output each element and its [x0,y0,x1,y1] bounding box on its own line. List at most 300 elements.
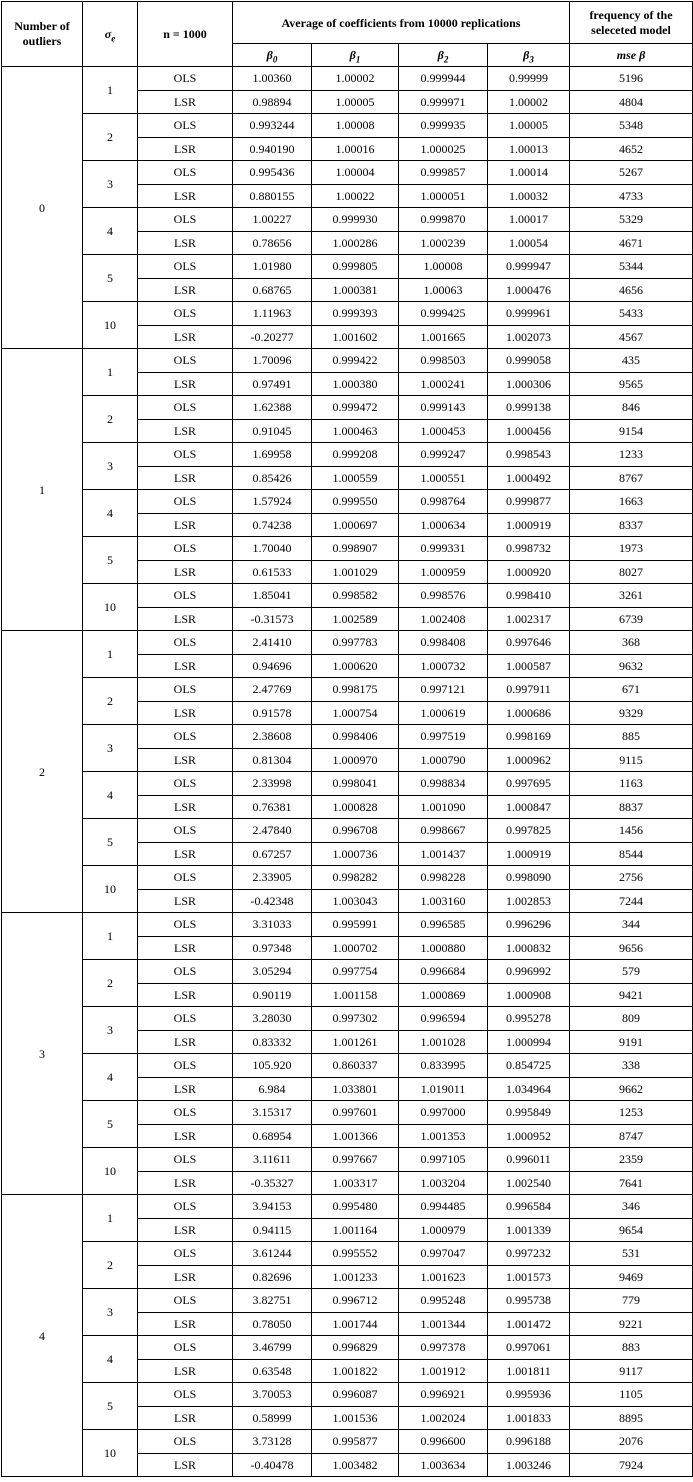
method-cell: LSR [138,1265,233,1289]
beta1-cell: 1.002589 [312,607,399,631]
beta3-cell: 1.000920 [488,560,570,584]
beta0-cell: 0.85426 [233,466,312,490]
beta2-cell: 1.000241 [399,372,488,396]
beta1-cell: 0.999472 [312,396,399,420]
beta1-cell: 0.997667 [312,1148,399,1172]
beta2-cell: 1.000453 [399,419,488,443]
beta1-cell: 1.000828 [312,795,399,819]
sigma-cell: 10 [83,584,138,631]
beta3-cell: 0.996188 [488,1430,570,1454]
beta0-cell: 1.01980 [233,255,312,279]
beta0-cell: 2.47840 [233,819,312,843]
table-row [2,1054,693,1078]
beta1-cell: 1.003043 [312,889,399,913]
beta2-cell: 0.996585 [399,913,488,937]
beta0-cell: 6.984 [233,1077,312,1101]
beta1-cell: 0.998282 [312,866,399,890]
beta3-cell: 1.00002 [488,90,570,114]
frequency-cell: 1233 [570,443,693,467]
beta3-cell: 1.00005 [488,114,570,138]
beta1-cell: 0.999805 [312,255,399,279]
beta1-cell: 0.997601 [312,1101,399,1125]
beta1-cell: 0.860337 [312,1054,399,1078]
beta2-cell: 1.019011 [399,1077,488,1101]
beta0-cell: 0.83332 [233,1030,312,1054]
beta2-cell: 1.003204 [399,1171,488,1195]
beta0-cell: 3.28030 [233,1007,312,1031]
sigma-cell: 5 [83,255,138,302]
average-header: Average of coefficients from 10000 replications [233,2,570,44]
beta0-cell: 0.940190 [233,137,312,161]
beta3-cell: 1.000306 [488,372,570,396]
beta2-cell: 0.998576 [399,584,488,608]
frequency-cell: 9565 [570,372,693,396]
frequency-cell: 779 [570,1289,693,1313]
beta3-cell: 1.000908 [488,983,570,1007]
beta2-cell: 0.998228 [399,866,488,890]
beta1-cell: 1.000559 [312,466,399,490]
beta2-cell: 1.001623 [399,1265,488,1289]
beta0-cell: 0.94115 [233,1218,312,1242]
beta2-cell: 1.001028 [399,1030,488,1054]
frequency-cell: 9469 [570,1265,693,1289]
method-cell: OLS [138,1007,233,1031]
beta0-cell: 0.81304 [233,748,312,772]
outliers-cell: 0 [2,67,83,349]
beta1-cell: 0.997783 [312,631,399,655]
beta2-cell: 1.001912 [399,1359,488,1383]
beta0-cell: 0.74238 [233,513,312,537]
method-cell: OLS [138,631,233,655]
table-row [2,1242,693,1266]
outliers-cell: 2 [2,631,83,913]
frequency-cell: 9154 [570,419,693,443]
sigma-cell: 1 [83,349,138,396]
beta3-cell: 0.998543 [488,443,570,467]
beta2-cell: 1.000239 [399,231,488,255]
frequency-cell: 338 [570,1054,693,1078]
beta2-cell: 1.000619 [399,701,488,725]
beta2-cell: 0.998764 [399,490,488,514]
table-row [2,819,693,843]
table-row [2,1195,693,1219]
beta3-cell: 1.001573 [488,1265,570,1289]
frequency-cell: 883 [570,1336,693,1360]
beta3-cell: 1.000952 [488,1124,570,1148]
method-cell: LSR [138,231,233,255]
beta1-cell: 0.995552 [312,1242,399,1266]
beta2-cell: 0.999870 [399,208,488,232]
sigma-cell: 4 [83,1336,138,1383]
beta1-cell: 1.033801 [312,1077,399,1101]
frequency-cell: 9632 [570,654,693,678]
beta2-cell: 1.000979 [399,1218,488,1242]
beta3-subscript: 3 [529,54,534,65]
sigma-cell: 4 [83,490,138,537]
method-cell: LSR [138,936,233,960]
beta0-cell: -0.42348 [233,889,312,913]
beta3-cell: 1.000919 [488,513,570,537]
frequency-cell: 368 [570,631,693,655]
sigma-cell: 1 [83,913,138,960]
beta1-cell: 1.00005 [312,90,399,114]
beta2-cell: 1.003160 [399,889,488,913]
beta2-cell: 0.996594 [399,1007,488,1031]
frequency-cell: 1105 [570,1383,693,1407]
beta1-cell: 0.999422 [312,349,399,373]
frequency-cell: 1973 [570,537,693,561]
table-row [2,1289,693,1313]
beta1-cell: 0.998907 [312,537,399,561]
beta2-symbol: β [437,48,444,62]
beta0-cell: 0.91045 [233,419,312,443]
method-cell: OLS [138,67,233,91]
method-cell: OLS [138,1148,233,1172]
sigma-cell: 2 [83,678,138,725]
n-header: n = 1000 [138,2,233,67]
outliers-cell: 4 [2,1195,83,1477]
frequency-cell: 885 [570,725,693,749]
beta3-cell: 1.001339 [488,1218,570,1242]
frequency-cell: 4804 [570,90,693,114]
table-row [2,584,693,608]
beta3-cell: 0.995278 [488,1007,570,1031]
beta3-cell: 1.000962 [488,748,570,772]
method-cell: LSR [138,889,233,913]
sigma-cell: 2 [83,396,138,443]
beta0-symbol: β [266,48,273,62]
method-cell: OLS [138,208,233,232]
frequency-cell: 8767 [570,466,693,490]
table-row [2,678,693,702]
beta3-cell: 0.996584 [488,1195,570,1219]
sigma-cell: 10 [83,1148,138,1195]
method-cell: OLS [138,866,233,890]
beta2-cell: 1.000051 [399,184,488,208]
sigma-cell: 10 [83,866,138,913]
sigma-cell: 5 [83,819,138,866]
sigma-symbol: σ [104,27,112,41]
frequency-cell: 5348 [570,114,693,138]
beta0-cell: 0.91578 [233,701,312,725]
frequency-cell: 435 [570,349,693,373]
frequency-cell: 9115 [570,748,693,772]
beta2-header [399,44,488,67]
beta2-cell: 1.001090 [399,795,488,819]
beta1-cell: 1.00002 [312,67,399,91]
method-cell: LSR [138,701,233,725]
beta0-cell: 1.11963 [233,302,312,326]
beta1-cell: 1.00022 [312,184,399,208]
table-row [2,1430,693,1454]
frequency-cell: 2076 [570,1430,693,1454]
beta3-cell: 1.000919 [488,842,570,866]
beta3-cell: 1.00014 [488,161,570,185]
method-cell: LSR [138,278,233,302]
beta3-cell: 1.000832 [488,936,570,960]
sigma-cell: 10 [83,1430,138,1477]
table-row [2,1101,693,1125]
method-cell: LSR [138,1312,233,1336]
beta2-cell: 0.995248 [399,1289,488,1313]
table-row [2,631,693,655]
beta3-cell: 1.002853 [488,889,570,913]
beta0-cell: 1.57924 [233,490,312,514]
sigma-cell: 1 [83,631,138,678]
method-cell: LSR [138,1359,233,1383]
beta3-cell: 0.997232 [488,1242,570,1266]
beta1-cell: 1.001822 [312,1359,399,1383]
beta3-cell: 0.997695 [488,772,570,796]
beta3-cell: 0.999961 [488,302,570,326]
beta0-cell: 3.61244 [233,1242,312,1266]
beta0-subscript: 0 [272,54,278,65]
beta2-cell: 0.996684 [399,960,488,984]
method-cell: LSR [138,513,233,537]
beta2-cell: 1.000790 [399,748,488,772]
beta2-cell: 1.002408 [399,607,488,631]
beta3-cell: 0.999947 [488,255,570,279]
beta1-cell: 0.997754 [312,960,399,984]
beta2-cell: 1.000551 [399,466,488,490]
table-body [2,67,693,1477]
method-cell: LSR [138,184,233,208]
table-row [2,396,693,420]
beta3-cell: 1.000587 [488,654,570,678]
sigma-header [83,2,138,67]
beta0-cell: 3.05294 [233,960,312,984]
method-cell: OLS [138,913,233,937]
beta3-cell: 1.00013 [488,137,570,161]
beta1-cell: 1.001366 [312,1124,399,1148]
method-cell: OLS [138,1289,233,1313]
outliers-cell: 1 [2,349,83,631]
beta3-cell: 1.00054 [488,231,570,255]
beta1-cell: 1.000286 [312,231,399,255]
beta0-cell: 1.70040 [233,537,312,561]
beta1-cell: 1.000463 [312,419,399,443]
beta1-cell: 1.001029 [312,560,399,584]
table-row [2,443,693,467]
beta0-cell: 3.46799 [233,1336,312,1360]
beta1-subscript: 1 [355,54,361,65]
beta2-cell: 0.994485 [399,1195,488,1219]
beta0-cell: 1.85041 [233,584,312,608]
beta2-cell: 1.001437 [399,842,488,866]
beta2-cell: 0.997378 [399,1336,488,1360]
beta1-cell: 1.001164 [312,1218,399,1242]
beta1-cell: 0.996829 [312,1336,399,1360]
beta0-cell: 3.11611 [233,1148,312,1172]
beta1-cell: 1.000380 [312,372,399,396]
beta3-cell: 1.001833 [488,1406,570,1430]
frequency-cell: 1456 [570,819,693,843]
beta0-cell: 0.82696 [233,1265,312,1289]
beta3-cell: 0.995936 [488,1383,570,1407]
frequency-cell: 5344 [570,255,693,279]
beta1-cell: 0.999208 [312,443,399,467]
beta0-cell: 1.70096 [233,349,312,373]
beta2-cell: 1.001353 [399,1124,488,1148]
frequency-cell: 579 [570,960,693,984]
beta2-cell: 0.996600 [399,1430,488,1454]
beta1-cell: 0.997302 [312,1007,399,1031]
frequency-cell: 5329 [570,208,693,232]
frequency-cell: 4671 [570,231,693,255]
sigma-cell: 3 [83,443,138,490]
beta2-cell: 1.000634 [399,513,488,537]
method-cell: LSR [138,1453,233,1477]
beta3-cell: 1.003246 [488,1453,570,1477]
sigma-cell: 2 [83,1242,138,1289]
frequency-cell: 4652 [570,137,693,161]
beta3-cell: 1.001811 [488,1359,570,1383]
beta0-cell: 0.880155 [233,184,312,208]
method-cell: OLS [138,819,233,843]
sigma-cell: 10 [83,302,138,349]
sigma-cell: 4 [83,1054,138,1101]
beta1-cell: 1.000970 [312,748,399,772]
sigma-subscript: e [111,33,116,44]
sigma-cell: 4 [83,772,138,819]
beta0-cell: 0.78050 [233,1312,312,1336]
beta3-cell: 1.002540 [488,1171,570,1195]
beta2-cell: 0.998834 [399,772,488,796]
mse-header: mse β [570,44,693,67]
frequency-cell: 9656 [570,936,693,960]
method-cell: LSR [138,372,233,396]
beta3-cell: 0.997825 [488,819,570,843]
beta0-cell: -0.40478 [233,1453,312,1477]
beta0-cell: 3.70053 [233,1383,312,1407]
method-cell: OLS [138,1336,233,1360]
table-row [2,302,693,326]
beta2-cell: 0.999935 [399,114,488,138]
frequency-cell: 5267 [570,161,693,185]
method-cell: OLS [138,349,233,373]
beta2-cell: 1.003634 [399,1453,488,1477]
beta2-cell: 1.00008 [399,255,488,279]
frequency-cell: 1663 [570,490,693,514]
sigma-cell: 1 [83,1195,138,1242]
beta0-cell: 3.31033 [233,913,312,937]
method-cell: LSR [138,466,233,490]
beta1-cell: 1.000754 [312,701,399,725]
beta3-cell: 0.999877 [488,490,570,514]
beta2-cell: 1.000732 [399,654,488,678]
beta0-cell: 3.82751 [233,1289,312,1313]
beta0-cell: 1.69958 [233,443,312,467]
frequency-cell: 7924 [570,1453,693,1477]
beta1-cell: 1.000620 [312,654,399,678]
table-row [2,725,693,749]
beta1-cell: 0.998175 [312,678,399,702]
table-row [2,490,693,514]
frequency-cell: 344 [570,913,693,937]
beta1-cell: 1.001261 [312,1030,399,1054]
beta3-cell: 0.99999 [488,67,570,91]
frequency-cell: 8544 [570,842,693,866]
beta0-cell: 0.58999 [233,1406,312,1430]
method-cell: LSR [138,1124,233,1148]
method-cell: OLS [138,114,233,138]
table-row [2,1148,693,1172]
frequency-cell: 7641 [570,1171,693,1195]
beta0-cell: -0.35327 [233,1171,312,1195]
beta0-cell: 0.995436 [233,161,312,185]
results-table [1,1,693,1477]
beta3-cell: 1.002073 [488,325,570,349]
frequency-cell: 846 [570,396,693,420]
beta0-cell: 2.33998 [233,772,312,796]
method-cell: OLS [138,584,233,608]
frequency-cell: 9654 [570,1218,693,1242]
sigma-cell: 2 [83,114,138,161]
beta1-cell: 0.998041 [312,772,399,796]
beta1-cell: 1.001536 [312,1406,399,1430]
beta1-cell: 1.001158 [312,983,399,1007]
beta3-cell: 1.000686 [488,701,570,725]
beta0-cell: 3.73128 [233,1430,312,1454]
beta3-cell: 1.001472 [488,1312,570,1336]
beta0-cell: 0.97348 [233,936,312,960]
beta2-cell: 1.002024 [399,1406,488,1430]
beta1-cell: 1.000697 [312,513,399,537]
beta1-cell: 0.996708 [312,819,399,843]
frequency-cell: 3261 [570,584,693,608]
table-row [2,255,693,279]
beta0-cell: -0.31573 [233,607,312,631]
frequency-cell: 1253 [570,1101,693,1125]
beta2-cell: 1.000959 [399,560,488,584]
beta2-cell: 1.000025 [399,137,488,161]
table-row [2,1383,693,1407]
method-cell: OLS [138,396,233,420]
beta3-cell: 1.034964 [488,1077,570,1101]
beta1-cell: 0.995480 [312,1195,399,1219]
sigma-cell: 5 [83,537,138,584]
beta0-cell: 0.90119 [233,983,312,1007]
beta1-cell: 1.001602 [312,325,399,349]
beta2-cell: 1.001665 [399,325,488,349]
beta2-cell: 0.833995 [399,1054,488,1078]
method-cell: OLS [138,1195,233,1219]
beta3-cell: 1.00032 [488,184,570,208]
beta1-cell: 0.999393 [312,302,399,326]
beta1-cell: 1.003482 [312,1453,399,1477]
beta3-cell: 0.854725 [488,1054,570,1078]
beta2-cell: 0.999143 [399,396,488,420]
method-cell: OLS [138,678,233,702]
beta2-cell: 0.997121 [399,678,488,702]
beta2-cell: 0.996921 [399,1383,488,1407]
beta0-cell: 2.47769 [233,678,312,702]
frequency-cell: 5196 [570,67,693,91]
beta1-cell: 1.001744 [312,1312,399,1336]
outliers-header: Number of outliers [2,2,83,67]
method-cell: OLS [138,1383,233,1407]
beta0-cell: -0.20277 [233,325,312,349]
method-cell: LSR [138,560,233,584]
beta0-cell: 3.15317 [233,1101,312,1125]
frequency-cell: 8747 [570,1124,693,1148]
method-cell: OLS [138,772,233,796]
beta3-header [488,44,570,67]
method-cell: LSR [138,1077,233,1101]
beta2-cell: 0.998503 [399,349,488,373]
beta0-cell: 1.62388 [233,396,312,420]
beta3-cell: 0.996296 [488,913,570,937]
